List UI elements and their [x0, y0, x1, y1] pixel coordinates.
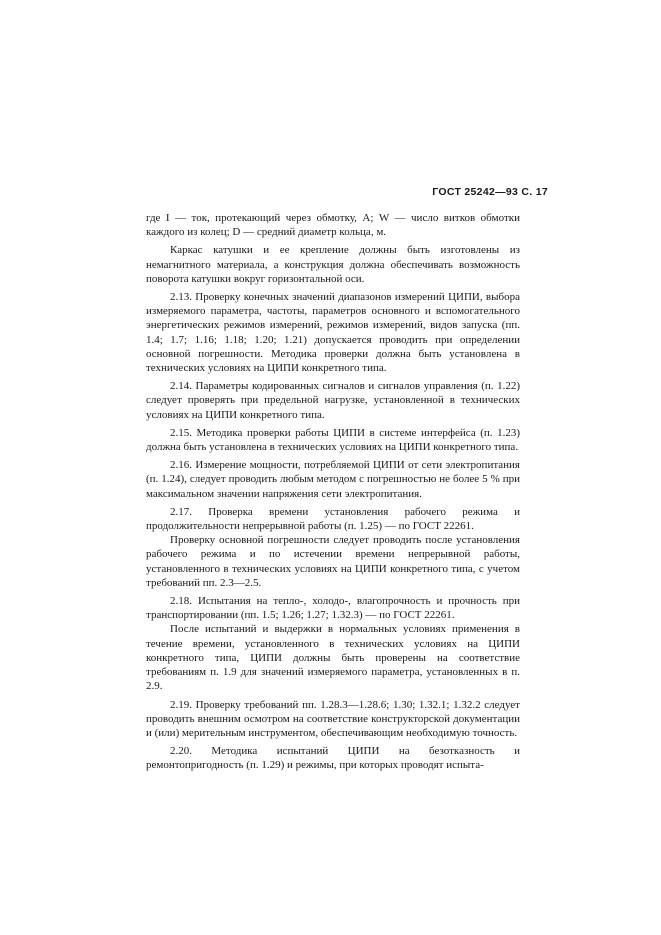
paragraph-2-15: 2.15. Методика проверки работы ЦИПИ в системе интерфейса (п. 1.23) должна быть установлена в технических условиях на ЦИПИ конкретного типа.	[146, 426, 520, 454]
page-header: ГОСТ 25242—93 С. 17	[432, 186, 548, 198]
paragraph-2-13: 2.13. Проверку конечных значений диапазонов измерений ЦИПИ, выбора измеряемого параметра, частоты, параметров основного и вспомогательного энергетических режимов измерений, режимов измерений, видов запуска (пп. 1.4; 1.7; 1.16; 1.18; 1.20; 1.21) допускается проводить при определении основной погрешности. Методика проверки должна быть установлена в технических условиях на ЦИПИ конкретного типа.	[146, 291, 520, 375]
paragraph-coil-frame: Каркас катушки и ее крепление должны быть изготовлены из немагнитного материала, а конструкция должна обеспечивать возможность поворота катушки вокруг горизонтальной оси.	[146, 244, 520, 285]
paragraph-formula-explanation: где I — ток, протекающий через обмотку, А; W — число витков обмотки каждого из колец; D — средний диаметр кольца, м.	[146, 212, 520, 239]
paragraph-2-14: 2.14. Параметры кодированных сигналов и сигналов управления (п. 1.22) следует проверять при предельной нагрузке, установленной в технических условиях на ЦИПИ конкретного типа.	[146, 380, 520, 421]
paragraph-2-16: 2.16. Измерение мощности, потребляемой ЦИПИ от сети электропитания (п. 1.24), следует проводить любым методом с погрешностью не более 5 % при максимальном значении напряжения сети электропитания.	[146, 459, 520, 500]
document-body	[146, 211, 520, 777]
paragraph-2-17-continued: Проверку основной погрешности следует проводить после установления рабочего режима и по истечении времени непрерывной работы, установленного в технических условиях на ЦИПИ конкретного типа, с учетом требований пп. 2.3—2.5.	[146, 534, 520, 589]
paragraph-2-20: 2.20. Методика испытаний ЦИПИ на безотказность и ремонтопригодность (п. 1.29) и режимы, при которых проводят испыта-	[146, 745, 520, 772]
paragraph-2-19: 2.19. Проверку требований пп. 1.28.3—1.28.6; 1.30; 1.32.1; 1.32.2 следует проводить внешним осмотром на соответствие конструкторской документации и (или) мерительным инструментом, обеспечивающим необходимую точность.	[146, 698, 520, 739]
paragraph-2-17: 2.17. Проверка времени установления рабочего режима и продолжительности непрерывной работы (п. 1.25) — по ГОСТ 22261.	[146, 505, 520, 533]
paragraph-2-18-continued: После испытаний и выдержки в нормальных условиях применения в течение времени, установленного в технических условиях на ЦИПИ конкретного типа, ЦИПИ должны быть проверены на соответствие требованиям п. 1.9 для значений измеряемого параметра, установленных в п. 2.9.	[146, 623, 520, 693]
paragraph-2-18: 2.18. Испытания на тепло-, холодо-, влагопрочность и прочность при транспортировании (пп. 1.5; 1.26; 1.27; 1.32.3) — по ГОСТ 22261.	[146, 595, 520, 622]
